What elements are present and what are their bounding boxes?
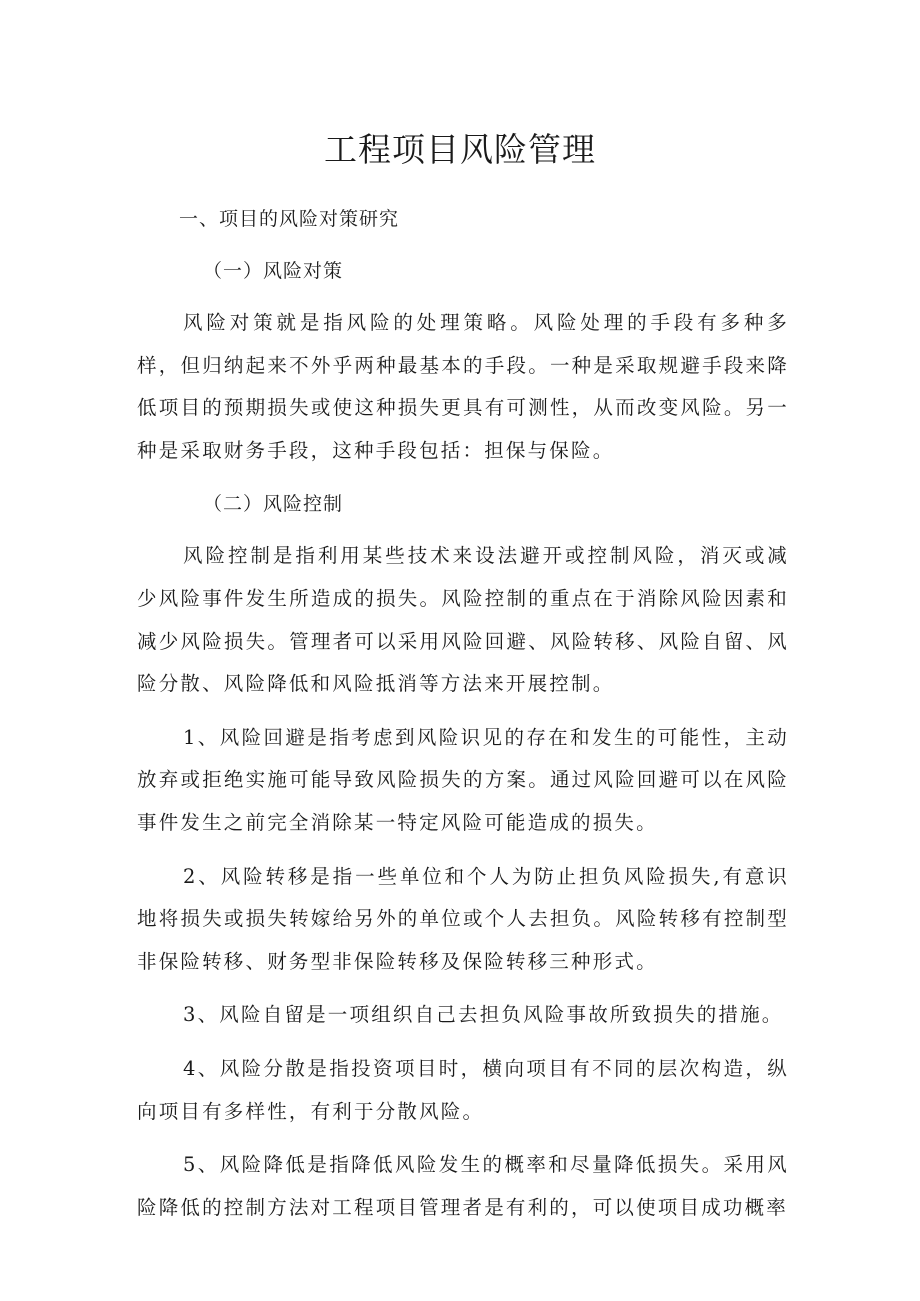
- paragraph: 5、风险降低是指降低风险发生的概率和尽量降低损失。采用风险降低的控制方法对工程项目管理者是有利的，可以使项目成功概率: [137, 1153, 789, 1219]
- paragraph: 2、风险转移是指一些单位和个人为防止担负风险损失,有意识地将损失或损失转嫁给另外的单位或个人去担负。风险转移有控制型非保险转移、财务型非保险转移及保险转移三种形式。: [137, 864, 789, 973]
- paragraph: 1、风险回避是指考虑到风险识见的存在和发生的可能性，主动放弃或拒绝实施可能导致风险损失的方案。通过风险回避可以在风险事件发生之前完全消除某一特定风险可能造成的损失。: [137, 725, 789, 834]
- document-title: 工程项目风险管理: [324, 130, 596, 169]
- document-body: [137, 198, 789, 1240]
- paragraph: 4、风险分散是指投资项目时，横向项目有不同的层次构造，纵向项目有多样性，有利于分散风险。: [137, 1056, 789, 1123]
- section-heading: 一、项目的风险对策研究: [179, 208, 400, 230]
- paragraph: 3、风险自留是一项组织自己去担负风险事故所致损失的措施。: [183, 1003, 784, 1027]
- subsection-heading: （二）风险控制: [203, 493, 344, 516]
- subsection-heading: （一）风险对策: [203, 260, 344, 282]
- paragraph: 风险控制是指利用某些技术来设法避开或控制风险，消灭或减少风险事件发生所造成的损失。风险控制的重点在于消除风险因素和减少风险损失。管理者可以采用风险回避、风险转移、风险自留、风险分散、风险降低和风险抵消等方法来开展控制。: [137, 544, 789, 696]
- paragraph: 风险对策就是指风险的处理策略。风险处理的手段有多种多样，但归纳起来不外乎两种最基本的手段。一种是采取规避手段来降低项目的预期损失或使这种损失更具有可测性，从而改变风险。另一种是采取财务手段，这种手段包括：担保与保险。: [137, 311, 789, 462]
